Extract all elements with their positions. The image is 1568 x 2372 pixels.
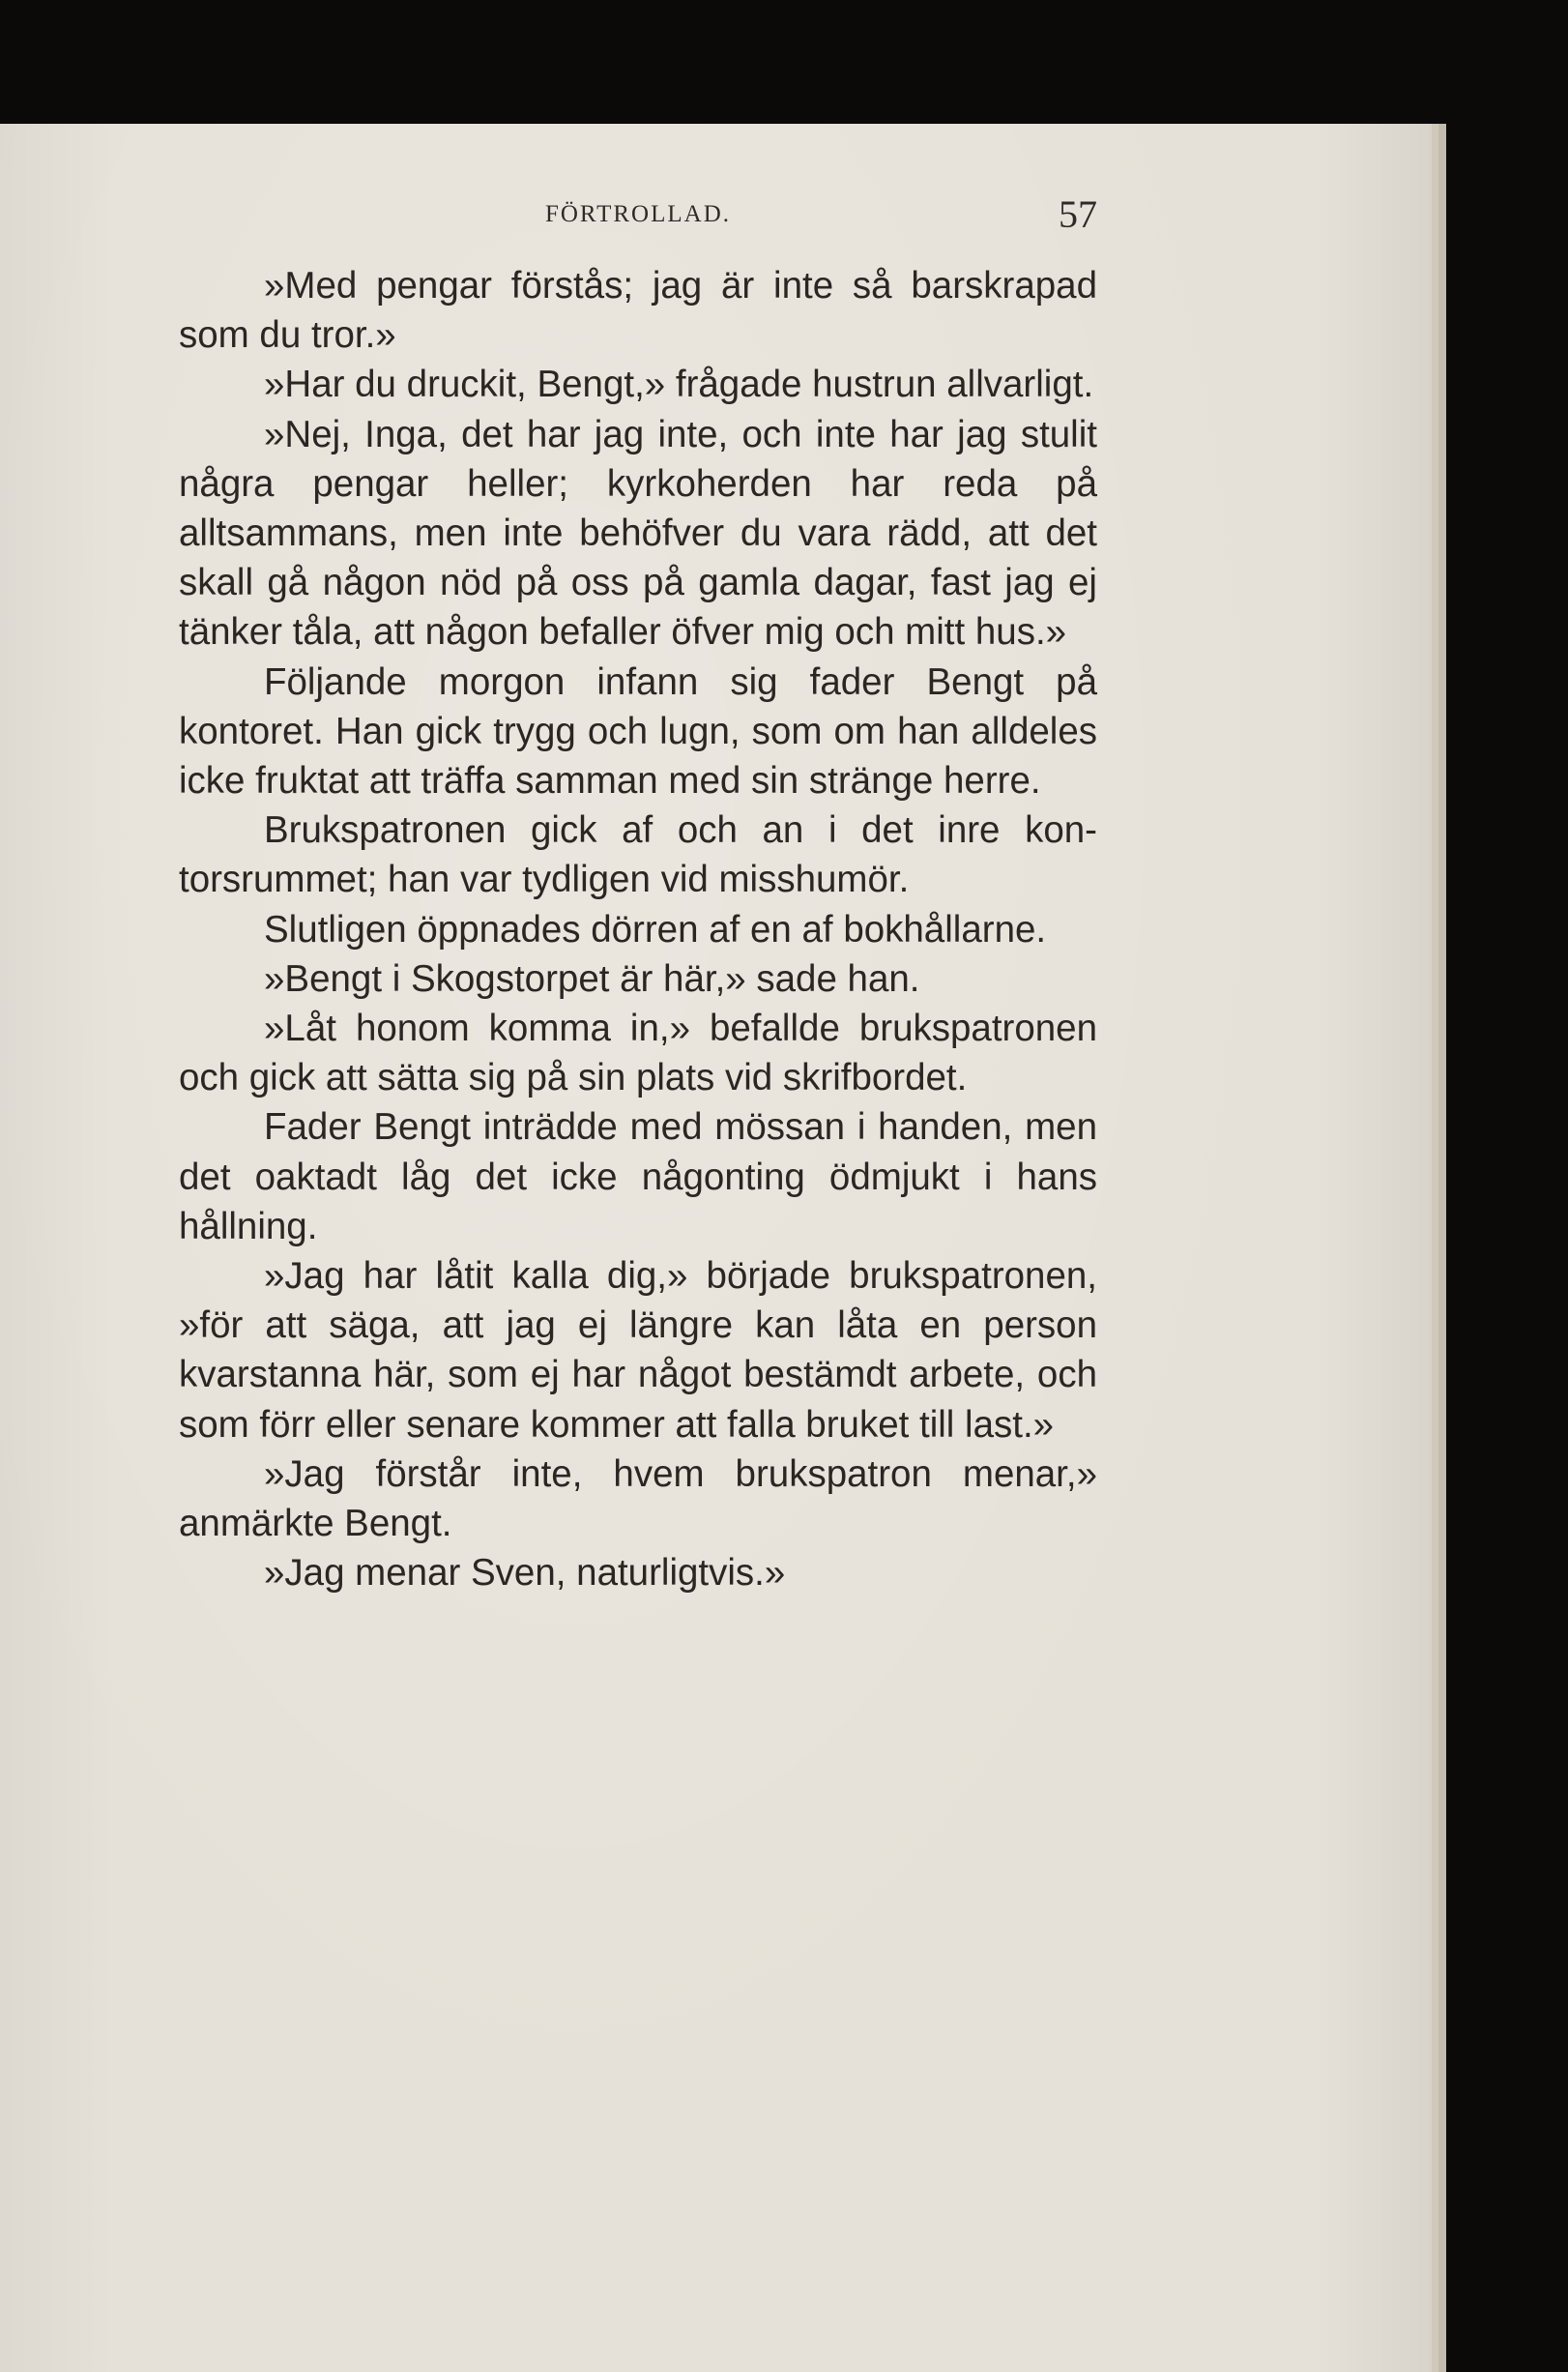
page-header [179, 191, 1097, 249]
running-title: FÖRTROLLAD. [544, 201, 732, 227]
paragraph: »Jag menar Sven, naturligtvis.» [264, 1552, 786, 1595]
paragraph: »Jag förstår inte, hvem brukspatron menar,» anmärkte Bengt. [179, 1452, 1097, 1545]
paragraph: »Jag har låtit kalla dig,» började brukspatronen, »för att säga, att jag ej längre kan låta en person kvarstanna här, som ej har något bestämdt arbete, och som förr eller senare kommer att falla bruket till last.» [179, 1255, 1097, 1446]
paragraph: »Bengt i Skogstorpet är här,» sade han. [264, 957, 920, 1000]
paragraph: »Med pengar förstås; jag är inte så barskrapad som du tror.» [179, 265, 1097, 357]
paragraph: »Nej, Inga, det har jag inte, och inte har jag stulit några pengar heller; kyrkoherden har reda på alltsammans, men inte behöfver du vara rädd, att det skall gå någon nöd på oss på gamla dagar, fast jag ej tänker tåla, att någon befaller öfver mig och mitt hus.» [179, 413, 1097, 654]
paragraph: Brukspatronen gick af och an i det inre kontorsrummet; han var tydligen vid misshumör. [179, 809, 1097, 901]
paragraph: Slutligen öppnades dörren af en af bokhållarne. [264, 908, 1047, 951]
body-text [179, 261, 1097, 1597]
paragraph: »Har du druckit, Bengt,» frågade hustrun allvarligt. [264, 364, 1094, 406]
paragraph: »Låt honom komma in,» befallde brukspatronen och gick att sätta sig på sin plats vid skrifbordet. [179, 1008, 1097, 1099]
paragraph: Följande morgon infann sig fader Bengt på kontoret. Han gick trygg och lugn, som om han alldeles icke fruktat att träffa samman med sin stränge herre. [179, 660, 1097, 803]
page-number: 57 [1059, 192, 1097, 236]
paragraph: Fader Bengt inträdde med mössan i handen, men det oaktadt låg det icke någonting ödmjukt i hans hållning. [179, 1106, 1097, 1247]
